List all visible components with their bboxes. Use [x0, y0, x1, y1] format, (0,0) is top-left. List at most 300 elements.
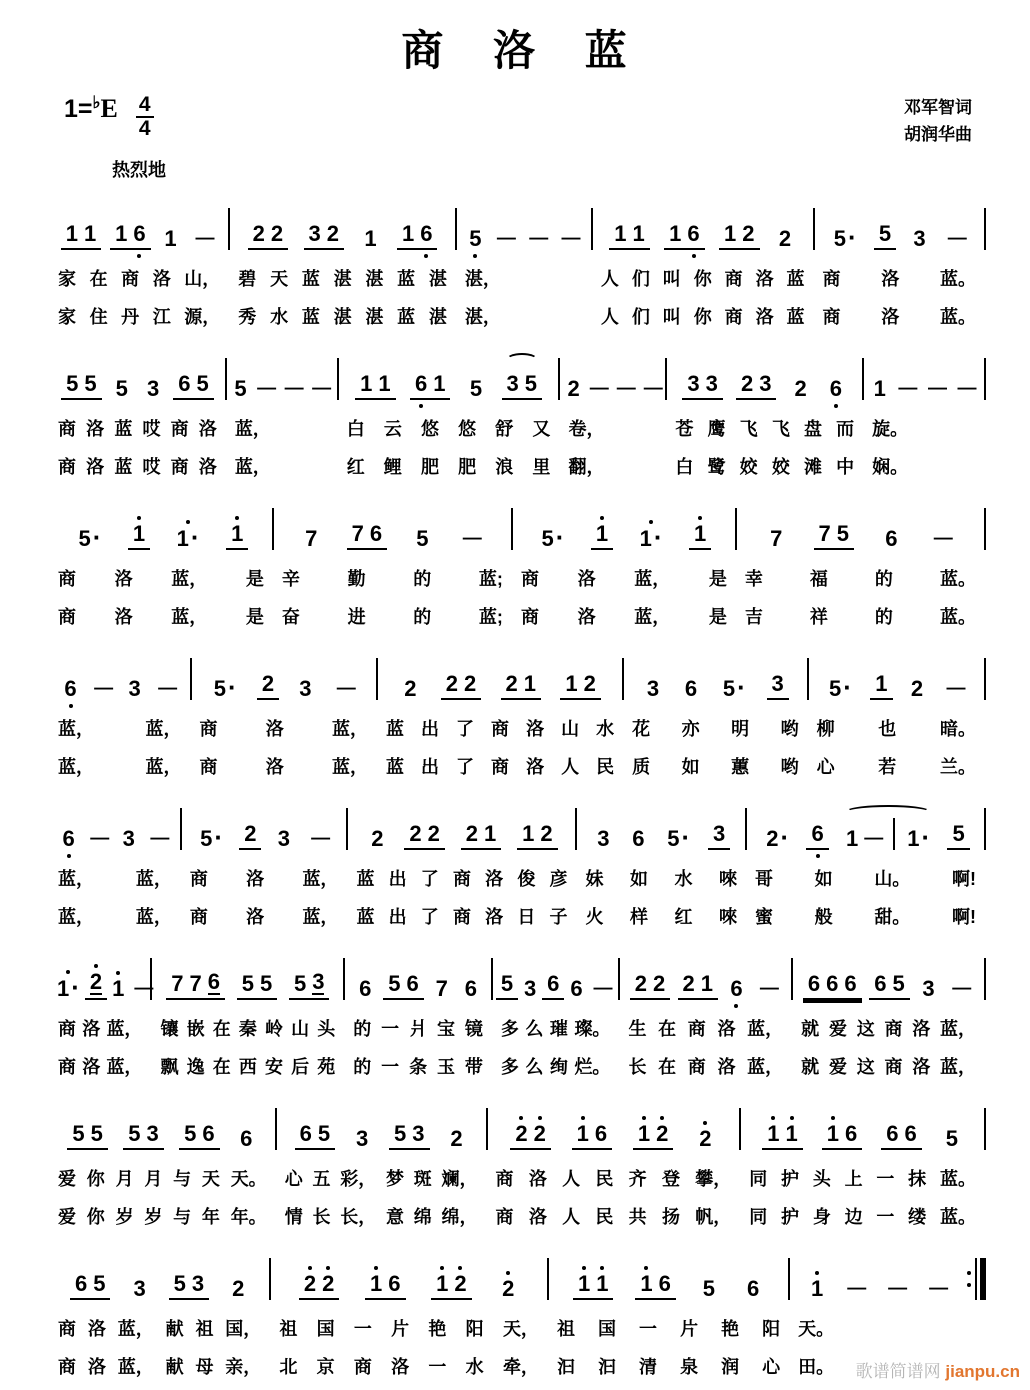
- digit-row: [699, 1128, 711, 1150]
- note-group: [627, 821, 649, 850]
- lyric-word: 啊!: [951, 907, 976, 928]
- note: [879, 216, 891, 245]
- notes-row: [50, 352, 225, 400]
- lyrics-verse-1: [557, 1315, 780, 1341]
- note-digit: 6: [885, 526, 898, 552]
- lyric-word: 蓝，: [145, 757, 182, 778]
- digit-row: [244, 823, 256, 845]
- measure: [488, 1102, 740, 1229]
- note-digit: 6: [178, 371, 191, 397]
- lyric-word: 安: [264, 1057, 283, 1078]
- note: [115, 216, 127, 245]
- note-digit: 5: [524, 371, 537, 397]
- lyric-word: 湛，: [464, 307, 501, 328]
- notes-row: [50, 1102, 275, 1150]
- note: [271, 216, 283, 245]
- lyrics-verse-2: [58, 753, 182, 779]
- lyrics-verse-1: [58, 1015, 142, 1041]
- note-digit: 2: [465, 821, 478, 847]
- lyric-word: 也: [878, 719, 897, 740]
- lyrics-verse-2: [58, 1203, 267, 1229]
- note-digit: 7: [435, 976, 448, 1002]
- digit-row: [285, 378, 302, 400]
- lyric-word: 斑: [413, 1169, 432, 1190]
- lyric-word: 北: [279, 1357, 298, 1378]
- octave-dot-above: [458, 1266, 462, 1270]
- note: [759, 366, 771, 395]
- lyric-word: 洛: [114, 569, 133, 590]
- digit-row: [911, 678, 923, 700]
- note-group: [166, 964, 225, 1000]
- lyric-word: 哟: [780, 757, 799, 778]
- note-digit: 1: [112, 976, 125, 1002]
- note-digit: 1: [378, 371, 391, 397]
- lyrics-verse-1: [58, 565, 264, 591]
- digit-row: [656, 1123, 668, 1145]
- note-digit: 6: [359, 976, 372, 1002]
- note-digit: 5: [702, 1276, 716, 1302]
- note: [189, 966, 201, 995]
- note-group: [257, 666, 279, 700]
- lyric-word: 年: [201, 1207, 220, 1228]
- augmentation-dot: ·: [214, 822, 224, 853]
- digit-row: [515, 1123, 527, 1145]
- note: [742, 216, 754, 245]
- lyric-word: 岁: [144, 1207, 163, 1228]
- lyric-word: 秀: [238, 307, 257, 328]
- digit-row: [337, 678, 354, 700]
- lyric-word: 蓝，: [117, 1319, 154, 1340]
- note-group: [893, 371, 920, 400]
- dash-note: [337, 671, 354, 700]
- lyric-word: 是: [245, 569, 264, 590]
- note-group: [85, 821, 112, 850]
- note: [388, 1266, 400, 1295]
- note-group: [153, 671, 180, 700]
- lyric-word: 湛: [428, 269, 447, 290]
- lyric-word: 蓝: [397, 269, 416, 290]
- lyric-word: 人: [561, 757, 580, 778]
- note: [312, 964, 324, 995]
- note-digit: 6: [658, 1271, 671, 1297]
- note-group: [524, 221, 551, 250]
- lyric-word: 商: [884, 1019, 903, 1040]
- note-digit: 6: [844, 1121, 858, 1147]
- dash-glyph: —: [589, 378, 607, 400]
- dash-note: [898, 371, 915, 400]
- note: [874, 966, 886, 995]
- lyric-word: 卷，: [568, 419, 605, 440]
- digit-row: [311, 828, 328, 850]
- note-group: [883, 1271, 910, 1300]
- lyric-word: 是: [708, 607, 727, 628]
- note-digit: 1: [370, 1271, 383, 1297]
- barline: [984, 358, 986, 400]
- digit-row: [529, 228, 546, 250]
- note: [701, 966, 713, 995]
- lyric-word: 如: [681, 757, 700, 778]
- digit-row: [898, 378, 915, 400]
- note-group: [411, 521, 433, 550]
- digit-row: [640, 1273, 652, 1295]
- note: [639, 520, 663, 553]
- watermark-site-link[interactable]: jianpu.cn: [945, 1362, 1020, 1381]
- lyrics-verse-1: [386, 715, 614, 741]
- dash-glyph: —: [257, 378, 275, 400]
- dash-glyph: —: [336, 678, 354, 700]
- note: [84, 366, 96, 395]
- lyric-word: 蓝，: [58, 869, 94, 890]
- lyric-word: 洛: [87, 1319, 106, 1340]
- digit-row: [371, 828, 383, 850]
- lyric-word: 而: [836, 419, 855, 440]
- octave-dot-above: [538, 1116, 542, 1120]
- lyrics-verse-2: [501, 1053, 611, 1079]
- note-group: [404, 816, 445, 850]
- lyrics-verse-2: [632, 753, 798, 779]
- note: [741, 366, 753, 395]
- note-digit: 1: [577, 1271, 591, 1297]
- digit-row: [465, 978, 477, 1000]
- music-system: [50, 1252, 986, 1379]
- augmentation-dot: ·: [681, 822, 691, 853]
- note-digit: 3: [412, 1121, 425, 1147]
- lyric-word: 蓝，: [135, 869, 172, 890]
- lyric-word: 同: [749, 1207, 768, 1228]
- lyrics-verse-2: [585, 903, 737, 929]
- lyric-word: 了: [420, 907, 439, 928]
- note: [875, 666, 887, 695]
- digit-row: [614, 223, 626, 245]
- digit-row: [189, 973, 201, 995]
- lyric-word: 爿: [409, 1019, 428, 1040]
- lyric-word: 亦: [681, 719, 700, 740]
- lyric-word: 妹: [585, 869, 604, 890]
- note-group: [235, 1121, 257, 1150]
- note-group: [441, 666, 482, 700]
- note: [176, 520, 200, 553]
- note: [541, 520, 565, 553]
- measure: [50, 802, 180, 929]
- octave-dot-above: [600, 516, 604, 520]
- digit-row: [115, 223, 127, 245]
- octave-dot-below: [734, 1004, 738, 1008]
- note-group: [300, 521, 322, 550]
- note: [786, 1116, 798, 1145]
- dash-note: [864, 821, 881, 850]
- note-digit: 6: [684, 676, 698, 702]
- digit-row: [570, 978, 582, 1000]
- note-group: [642, 671, 664, 700]
- measure: [593, 202, 813, 329]
- note-digit: 1: [846, 826, 859, 852]
- lyric-word: 蓝，: [171, 607, 208, 628]
- lyric-word: 日: [517, 907, 536, 928]
- digit-row: [370, 523, 382, 545]
- lyrics-verse-1: [58, 1315, 261, 1341]
- lyric-word: 心: [762, 1357, 781, 1378]
- note: [253, 216, 265, 245]
- note-group: [399, 671, 421, 700]
- octave-dot-below: [834, 404, 838, 408]
- lyric-word: 了: [456, 719, 475, 740]
- digit-row: [158, 678, 175, 700]
- lyric-word: 献: [165, 1357, 184, 1378]
- key-note: E: [100, 94, 118, 123]
- lyric-word: 住: [89, 307, 108, 328]
- octave-dot-above: [186, 520, 190, 524]
- note-digit: 5: [200, 826, 213, 852]
- note-group: [497, 1271, 519, 1300]
- lyric-word: 你: [693, 269, 712, 290]
- lyric-word: 蓝: [385, 719, 404, 740]
- lyric-word: 祖: [195, 1319, 214, 1340]
- digit-row: [596, 1273, 608, 1295]
- digit-row: [128, 1123, 140, 1145]
- note: [450, 1121, 462, 1150]
- lyric-word: 岁: [115, 1207, 134, 1228]
- note: [515, 1116, 527, 1145]
- note-digit: 1: [360, 371, 373, 397]
- lyrics-verse-2: [628, 1053, 783, 1079]
- lyric-word: 一: [639, 1319, 658, 1340]
- lyric-word: 商: [520, 607, 539, 628]
- lyric-word: 家: [58, 307, 76, 328]
- note: [454, 1266, 466, 1295]
- notes-row: [182, 802, 347, 853]
- note-digit: 2: [656, 1121, 669, 1147]
- final-repeat-barline: [967, 1258, 986, 1300]
- digit-row: [409, 823, 421, 845]
- digit-row: [524, 978, 536, 1000]
- dash-note: [562, 221, 579, 250]
- note-group: [633, 1116, 674, 1150]
- note-digit: 6: [594, 1121, 608, 1147]
- lyric-word: 多: [500, 1057, 519, 1078]
- note: [184, 1116, 196, 1145]
- music-system: [50, 652, 986, 779]
- note-digit: 6: [547, 971, 560, 997]
- note-digit: 6: [904, 1121, 917, 1147]
- dash-glyph: —: [952, 978, 970, 1000]
- lyric-word: 一: [428, 1357, 447, 1378]
- note-digit: 2: [445, 671, 459, 697]
- note: [584, 666, 596, 695]
- digit-row: [402, 223, 414, 245]
- lyric-word: 洛: [755, 307, 774, 328]
- note-group: [61, 366, 102, 400]
- note-group: [943, 221, 970, 250]
- note-digit: 6: [746, 1276, 760, 1302]
- lyrics-verse-1: [356, 865, 567, 891]
- digit-row: [469, 228, 481, 250]
- dash-note: [150, 821, 167, 850]
- note-group: [917, 971, 939, 1000]
- digit-row: [741, 373, 753, 395]
- dash-note: [760, 971, 777, 1000]
- note-group: [70, 1266, 111, 1300]
- lyric-word: 又: [532, 419, 551, 440]
- measure: [513, 502, 735, 629]
- lyrics-verse-2: [496, 1203, 732, 1229]
- note: [907, 820, 931, 853]
- note-group: [609, 216, 650, 250]
- lyric-word: 洛: [485, 907, 504, 928]
- lyric-word: 商: [822, 269, 841, 290]
- note: [364, 221, 376, 250]
- measure: [457, 202, 591, 329]
- lyric-word: 唻: [719, 907, 738, 928]
- note-group: [510, 1116, 551, 1150]
- lyric-word: 商: [687, 1019, 706, 1040]
- lyric-word: 蓝，: [940, 1057, 976, 1078]
- digit-row: [305, 528, 317, 550]
- lyrics-verse-2: [160, 1053, 335, 1079]
- note-digit: 3: [277, 826, 290, 852]
- digit-row: [844, 973, 856, 995]
- dash-glyph: —: [933, 528, 951, 550]
- note-group: [227, 1271, 249, 1300]
- note: [837, 516, 849, 545]
- lyric-word: 蓝;: [478, 607, 503, 628]
- digit-row: [312, 971, 324, 995]
- digit-row: [450, 1128, 462, 1150]
- note: [412, 1116, 424, 1145]
- digit-row: [176, 522, 200, 553]
- lyrics-verse-1: [675, 415, 854, 441]
- digit-row: [596, 523, 608, 545]
- note-digit: 2: [567, 376, 580, 402]
- lyric-word: 丹: [121, 307, 140, 328]
- note: [904, 1116, 916, 1145]
- lyric-word: 叫: [662, 269, 681, 290]
- note-group: [501, 666, 542, 700]
- lyric-word: 蓝，: [145, 719, 182, 740]
- digit-row: [195, 228, 212, 250]
- lyric-word: 人: [600, 269, 619, 290]
- lyric-word: 洛: [86, 419, 105, 440]
- lyric-word: 商: [58, 419, 76, 440]
- notes-row: [593, 202, 813, 250]
- lyrics-verse-2: [58, 303, 220, 329]
- note-digit: 2: [322, 1271, 335, 1297]
- lyric-word: 绚: [549, 1057, 568, 1078]
- lyric-word: 京: [316, 1357, 335, 1378]
- note-digit: 1: [826, 1121, 839, 1147]
- lyric-word: 清: [639, 1357, 658, 1378]
- digit-row: [584, 673, 596, 695]
- note-group: [806, 1271, 828, 1300]
- note: [192, 1266, 204, 1295]
- note: [90, 964, 102, 995]
- note-digit: 5: [317, 1121, 331, 1147]
- lyric-word: 洛: [577, 569, 596, 590]
- note: [91, 1116, 103, 1145]
- lyric-word: 同: [749, 1169, 768, 1190]
- lyric-word: 蕙: [731, 757, 750, 778]
- digit-row: [370, 1273, 382, 1295]
- notes-row: [549, 1252, 788, 1300]
- note-group: [89, 671, 116, 700]
- lyric-word: 你: [86, 1207, 105, 1228]
- note: [242, 966, 254, 995]
- digit-row: [794, 378, 806, 400]
- lyrics-verse-2: [675, 453, 854, 479]
- lyric-word: 洛: [198, 457, 217, 478]
- lyric-word: 出: [420, 757, 439, 778]
- digit-row: [638, 1123, 650, 1145]
- octave-dot-below: [816, 854, 820, 858]
- note-digit: 5: [388, 971, 401, 997]
- note: [577, 1116, 589, 1145]
- digit-row: [388, 1273, 400, 1295]
- lyric-word: 洛: [87, 1357, 106, 1378]
- digit-row: [772, 673, 784, 695]
- digit-row: [318, 1123, 330, 1145]
- note-group: [803, 966, 862, 1000]
- lyric-word: 西: [238, 1057, 257, 1078]
- lyric-word: 商: [353, 1357, 372, 1378]
- octave-dot-below: [473, 254, 477, 258]
- note-group: [664, 216, 705, 250]
- lyric-word: 洛: [485, 869, 504, 890]
- lyric-word: 鲤: [383, 457, 402, 478]
- measure: [50, 502, 272, 629]
- lyrics-verse-2: [58, 453, 217, 479]
- note-digit: 5: [722, 676, 736, 702]
- note: [360, 366, 372, 395]
- note-digit: 2: [244, 821, 257, 847]
- lyric-word: 你: [693, 307, 712, 328]
- note-digit: 6: [730, 976, 743, 1002]
- note-group: [698, 1271, 720, 1300]
- lyric-word: 兰。: [940, 757, 976, 778]
- note-digit: 2: [326, 221, 340, 247]
- lyric-word: 蓝，: [171, 569, 208, 590]
- note-digit: 1: [614, 221, 627, 247]
- lyrics-verse-2: [347, 453, 551, 479]
- lyrics-verse-1: [601, 265, 805, 291]
- lyric-word: 么: [525, 1019, 544, 1040]
- octave-dot-above: [790, 1116, 794, 1120]
- digit-row: [322, 1273, 334, 1295]
- lyric-word: 商: [58, 1319, 76, 1340]
- note: [404, 671, 416, 700]
- note: [466, 816, 478, 845]
- notes-row: [577, 802, 745, 853]
- lyric-word: 白: [346, 419, 365, 440]
- digit-row: [164, 228, 176, 250]
- note: [72, 1116, 84, 1145]
- note-digit: 7: [770, 526, 783, 552]
- note-digit: 6: [807, 971, 821, 997]
- note: [830, 371, 842, 400]
- note: [352, 516, 364, 545]
- note: [570, 971, 582, 1000]
- lyric-word: 与: [173, 1169, 192, 1190]
- lyric-word: 洛: [82, 1057, 101, 1078]
- note-digit: 5: [93, 1271, 106, 1297]
- note: [415, 366, 427, 395]
- note-group: [359, 221, 381, 250]
- note-group: [169, 1266, 210, 1300]
- lyric-word: 天。: [230, 1169, 267, 1190]
- digit-row: [747, 1278, 759, 1300]
- lyric-word: 勤: [347, 569, 366, 590]
- lyric-word: 护: [781, 1169, 800, 1190]
- note: [299, 671, 311, 700]
- barline: [984, 658, 986, 700]
